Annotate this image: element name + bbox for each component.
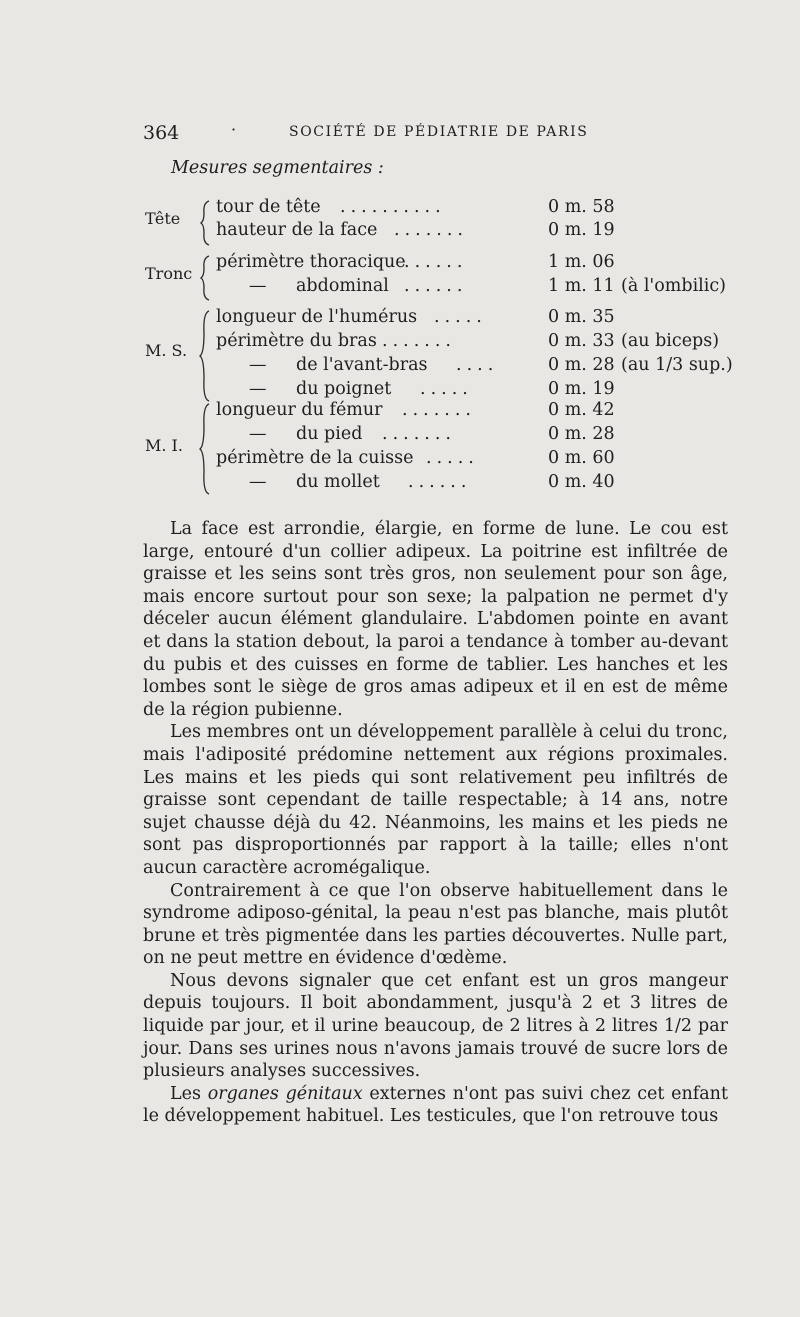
row-note: (au 1/3 sup.) bbox=[621, 355, 733, 375]
row-leader: .... bbox=[456, 355, 499, 375]
header-dot: · bbox=[231, 120, 237, 139]
brace-icon bbox=[199, 309, 213, 403]
measure-group-mi bbox=[0, 400, 800, 496]
body-text bbox=[143, 518, 728, 1128]
group-label-ms: M. S. bbox=[145, 341, 188, 360]
page-number: 364 bbox=[143, 122, 180, 144]
ditto-dash: — bbox=[249, 472, 267, 492]
row-note: (au biceps) bbox=[621, 331, 720, 351]
ditto-dash: — bbox=[249, 276, 267, 296]
row-label: hauteur de la face bbox=[216, 220, 378, 240]
row-label bbox=[216, 424, 362, 444]
paragraph: Nous devons signaler que cet enfant est un gros mangeur depuis toujours. Il boit abondamment, jusqu'à 2 et 3 litres de liquide par jour, et il urine beaucoup, de 2 litres à 2 litres 1/2 par jour. Dans ses urines nous n'avons jamais trouvé de sucre lors de plusieurs analyses successives. bbox=[143, 970, 728, 1082]
row-value: 0 m. 19 bbox=[548, 379, 615, 399]
row-label bbox=[216, 379, 391, 399]
row-leader: ..... bbox=[420, 379, 473, 399]
paragraph: La face est arrondie, élargie, en forme de lune. Le cou est large, entouré d'un collier adipeux. La poitrine est infiltrée de graisse et les seins sont très gros, non seulement pour son âge, mais encore surtout pour son sexe; la palpation ne permet d'y déceler aucun élément glandulaire. L'abdomen pointe en avant et dans la station debout, la paroi a tendance à tomber au-devant du pubis et des cuisses en forme de tablier. Les hanches et les lombes sont le siège de gros amas adipeux et il en est de même de la région pubienne. bbox=[143, 519, 728, 720]
row-label: périmètre thoracique bbox=[216, 252, 406, 272]
paragraph-start: Les bbox=[170, 1083, 201, 1104]
row-value: 0 m. 28 bbox=[548, 424, 615, 444]
row-leader: ....... bbox=[394, 220, 468, 240]
row-value: 1 m. 11 bbox=[548, 276, 615, 296]
row-value: 0 m. 40 bbox=[548, 472, 615, 492]
group-label-mi: M. I. bbox=[145, 436, 183, 455]
row-label: longueur de l'humérus bbox=[216, 307, 418, 327]
measure-group-tronc bbox=[0, 252, 800, 300]
ditto-dash: — bbox=[249, 379, 267, 399]
row-leader: ...... bbox=[404, 276, 468, 296]
row-leader: ....... bbox=[402, 400, 476, 420]
row-value: 0 m. 28 bbox=[548, 355, 615, 375]
row-label bbox=[216, 472, 380, 492]
row-label: longueur du fémur bbox=[216, 400, 383, 420]
row-leader: ....... bbox=[382, 331, 456, 351]
brace-icon bbox=[199, 402, 213, 496]
page-header bbox=[143, 122, 728, 146]
paragraph: Les membres ont un développement parallèle à celui du tronc, mais l'adiposité prédomine nettement aux régions proximales. Les mains et les pieds qui sont relativement peu infiltrés de graisse sont cependant de taille respectable; à 14 ans, notre sujet chausse déjà du 42. Néanmoins, les mains et les pieds ne sont pas disproportionnés par rapport à la taille; elles n'ont aucun caractère acromégalique. bbox=[143, 722, 728, 878]
brace-icon bbox=[200, 199, 212, 247]
running-title: SOCIÉTÉ DE PÉDIATRIE DE PARIS bbox=[289, 124, 589, 140]
paragraph-end: externes n'ont pas suivi chez cet enfant le développement habituel. Les testicules, que l'on retrouve tous bbox=[143, 1083, 728, 1127]
row-label-text: abdominal bbox=[296, 276, 389, 296]
row-leader: ...... bbox=[408, 472, 472, 492]
row-label bbox=[216, 276, 389, 296]
row-leader: ...... bbox=[404, 252, 468, 272]
row-value: 0 m. 58 bbox=[548, 197, 615, 217]
group-label-tronc: Tronc bbox=[145, 264, 193, 283]
paragraph bbox=[143, 1083, 728, 1128]
row-label-text: du pied bbox=[296, 424, 363, 444]
ditto-dash: — bbox=[249, 355, 267, 375]
row-value: 0 m. 35 bbox=[548, 307, 615, 327]
row-label-text: de l'avant-bras bbox=[296, 355, 428, 375]
emphasis-text: organes génitaux bbox=[207, 1083, 363, 1104]
row-label: périmètre de la cuisse bbox=[216, 448, 414, 468]
measure-group-ms bbox=[0, 307, 800, 403]
ditto-dash: — bbox=[249, 424, 267, 444]
row-value: 0 m. 19 bbox=[548, 220, 615, 240]
group-label-tete: Tête bbox=[145, 209, 181, 228]
row-value: 0 m. 60 bbox=[548, 448, 615, 468]
row-label: tour de tête bbox=[216, 197, 321, 217]
row-leader: ..... bbox=[426, 448, 479, 468]
row-leader: .......... bbox=[340, 197, 446, 217]
measure-group-tete bbox=[0, 197, 800, 245]
row-label bbox=[216, 355, 427, 375]
row-leader: ....... bbox=[382, 424, 456, 444]
row-value: 0 m. 42 bbox=[548, 400, 615, 420]
section-title: Mesures segmentaires : bbox=[171, 158, 384, 178]
row-label-text: du poignet bbox=[296, 379, 392, 399]
row-leader: ..... bbox=[434, 307, 487, 327]
row-label-text: du mollet bbox=[296, 472, 380, 492]
brace-icon bbox=[200, 254, 212, 302]
row-value: 0 m. 33 bbox=[548, 331, 615, 351]
row-value: 1 m. 06 bbox=[548, 252, 615, 272]
paragraph: Contrairement à ce que l'on observe habituellement dans le syndrome adiposo-génital, la peau n'est pas blanche, mais plutôt brune et très pigmentée dans les parties découvertes. Nulle part, on ne peut mettre en évidence d'œdème. bbox=[143, 880, 728, 969]
row-note: (à l'ombilic) bbox=[621, 276, 726, 296]
row-label: périmètre du bras bbox=[216, 331, 377, 351]
